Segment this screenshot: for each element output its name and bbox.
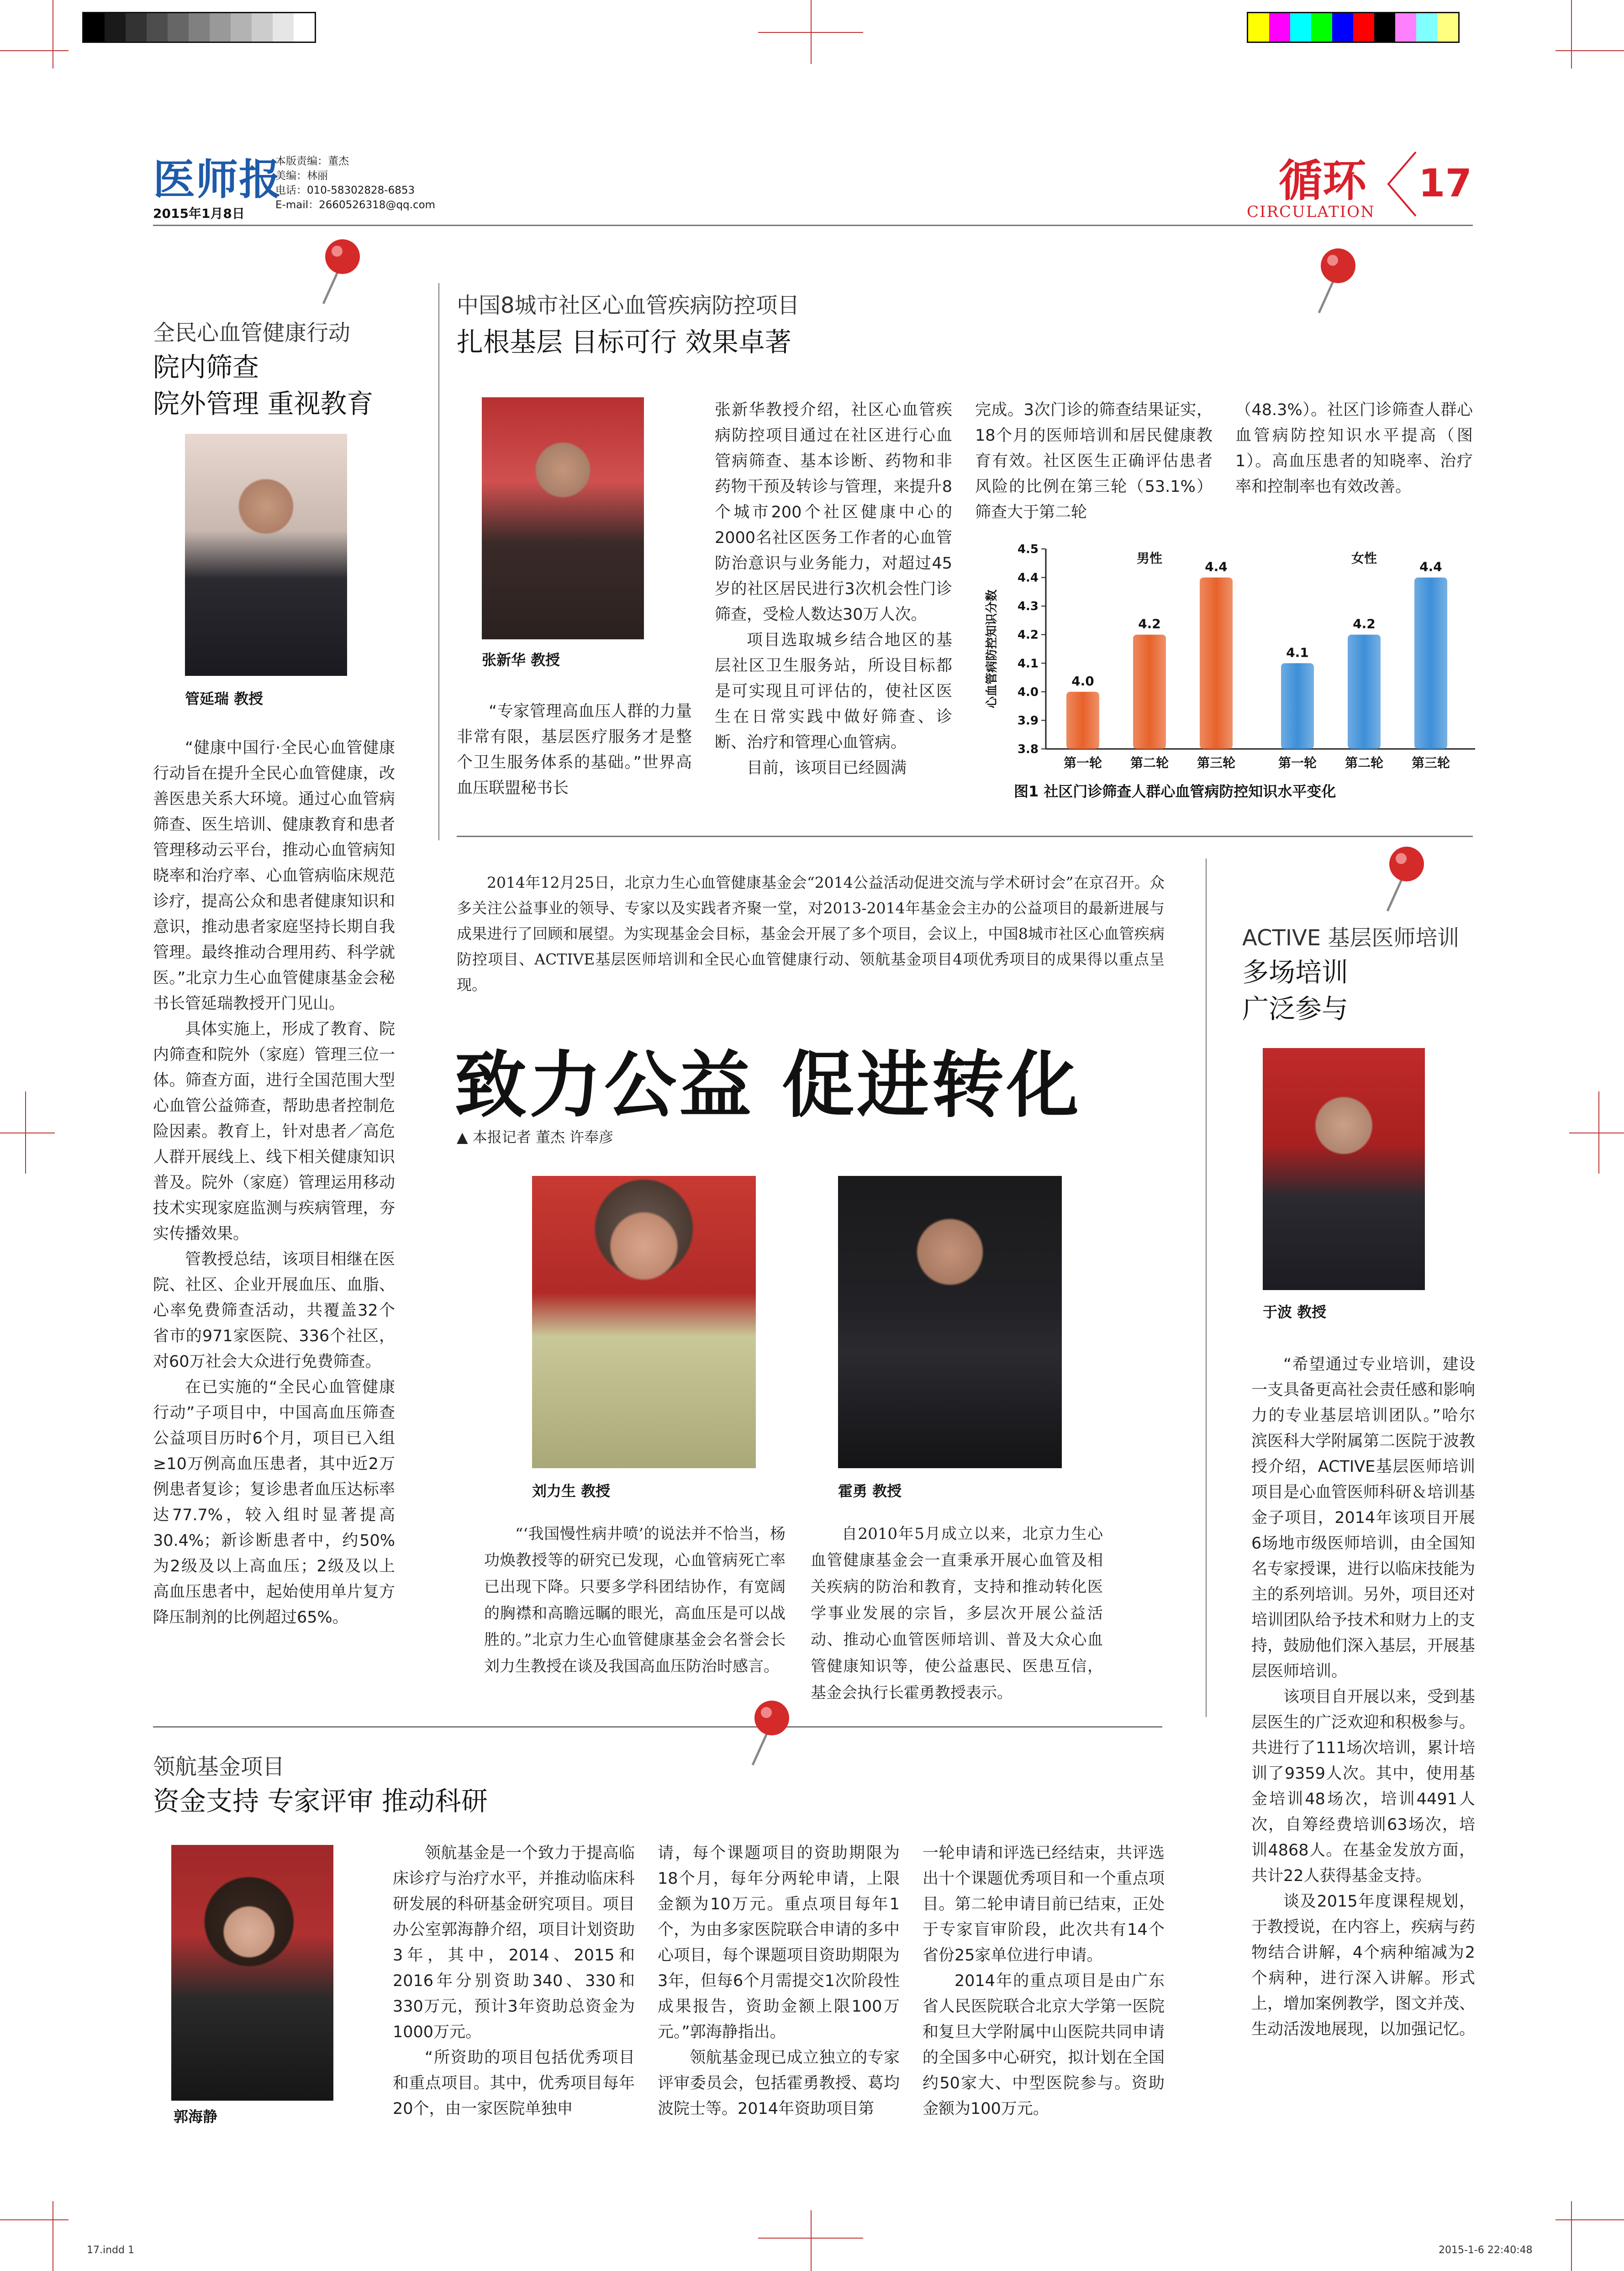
quote-liu <box>484 1521 786 1712</box>
paragraph: 张新华教授介绍，社区心血管疾病防控项目通过在社区进行心血管病筛查、基本诊断、药物和非药物干预及转诊与管理，来提升8个城市200个社区健康中心的2000名社区医务工作者的心血管防治意识与业务能力，对超过45岁的社区居民进行3次机会性门诊筛查，受检人数达30万人次。 <box>715 401 952 624</box>
legend-female: 女性 <box>1351 551 1377 566</box>
paragraph: 2014年的重点项目是由广东省人民医院联合北京大学第一医院和复旦大学附属中山医院共同申请的全国多中心研究，拟计划在全国约50家大、中型医院参与。资助金额为100万元。 <box>923 1972 1165 2118</box>
crop-mark <box>1571 0 1572 68</box>
pushpin-icon <box>1379 845 1434 913</box>
x-tick-label: 第三轮 <box>1197 755 1236 770</box>
right-headline-1: 多场培训 <box>1242 957 1349 988</box>
paragraph: “所资助的项目包括优秀项目和重点项目。其中，优秀项目每年20个，由一家医院单独申 <box>393 2049 635 2118</box>
color-swatch <box>147 13 168 42</box>
footer-file: 17.indd 1 <box>87 2245 134 2256</box>
x-tick-label: 第三轮 <box>1411 755 1450 770</box>
data-label: 4.0 <box>1071 673 1094 689</box>
y-tick-label: 3.9 <box>1017 714 1039 728</box>
crop-mark <box>1555 50 1624 51</box>
page-number: 17 <box>1418 161 1472 205</box>
color-swatch <box>1248 13 1269 42</box>
y-tick-label: 4.4 <box>1017 571 1039 585</box>
main-headline: 致力公益 促进转化 <box>454 1043 1082 1128</box>
chevron-left-icon <box>1384 150 1420 218</box>
quote-paragraph: 自2010年5月成立以来，北京力生心血管健康基金会一直秉承开展心血管及相关疾病的防治和教育，支持和推动转化医学事业发展的宗旨，多层次开展公益活动、推动心血管医师培训、普及大众心血管健康知识等，使公益惠民、医患互信，基金会执行长霍勇教授表示。 <box>811 1525 1103 1702</box>
crop-mark <box>1598 1091 1599 1174</box>
photo-huo-yong <box>838 1176 1062 1468</box>
bar-female-1 <box>1281 663 1314 749</box>
color-swatch <box>1269 13 1290 42</box>
paragraph: 请，每个课题项目的资助期限为18个月，每年分两轮申请，上限金额为10万元。重点项目每年1个，为由多家医院联合申请的多中心项目，每个课题项目资助期限为3年，但每6个月需提交1次阶段性成果报告，资助金额上限100万元。”郭海静指出。 <box>658 1844 900 2041</box>
header-rule <box>153 225 1473 226</box>
quote-paragraph: “‘我国慢性病井喷’的说法并不恰当，杨功焕教授等的研究已发现，心血管病死亡率已出现下降。只要多学科团结协作，有宽阔的胸襟和高瞻远瞩的眼光，高血压是可以战胜的。”北京力生心血管健康基金会名誉会长刘力生教授在谈及我国高血压防治时感言。 <box>484 1525 786 1676</box>
bar-male-2 <box>1133 635 1166 749</box>
photo-caption-yu: 于波 教授 <box>1263 1303 1327 1321</box>
color-swatch <box>294 13 315 42</box>
y-tick-label: 4.3 <box>1017 600 1039 614</box>
top-col-1 <box>457 699 692 804</box>
color-swatch <box>189 13 210 42</box>
top-headline: 扎根基层 目标可行 效果卓著 <box>457 327 791 358</box>
section-name: 循环 <box>1279 155 1366 206</box>
photo-liu-lisheng <box>532 1176 756 1468</box>
paragraph: （48.3%）。社区门诊筛查人群心血管病防控知识水平提高（图1）。高血压患者的知晓率、治疗率和控制率也有效改善。 <box>1235 401 1473 496</box>
section-rule <box>457 836 1473 837</box>
data-label: 4.4 <box>1419 559 1442 574</box>
paragraph: 该项目自开展以来，受到基层医生的广泛欢迎和积极参与。共进行了111场次培训，累计培训了9359人次。其中，使用基金培训48场次，培训4491人次，自筹经费培训63场次，培训4868人。在基金发放方面，共计22人获得基金支持。 <box>1251 1688 1475 1885</box>
paragraph: 完成。3次门诊的筛查结果证实，18个月的医师培训和居民健康教育有效。社区医生正确评估患者风险的比例在第三轮（53.1%）筛查大于第二轮 <box>975 401 1213 522</box>
color-swatch <box>252 13 273 42</box>
photo-caption-guan: 管延瑞 教授 <box>185 690 264 707</box>
photo-caption-guo: 郭海静 <box>174 2108 218 2125</box>
editor-credit: 本版责编：董杰 <box>275 155 349 167</box>
paragraph: 一轮申请和评选已经结束，共评选出十个课题优秀项目和一个重点项目。第二轮申请目前已结束，正处于专家盲审阶段，此次共有14个省份25家单位进行申请。 <box>923 1844 1165 1965</box>
y-tick-label: 4.5 <box>1017 543 1039 556</box>
bar-female-2 <box>1348 635 1381 749</box>
section-tag <box>1247 146 1484 224</box>
color-swatch <box>126 13 147 42</box>
color-swatch <box>231 13 252 42</box>
right-headline-2: 广泛参与 <box>1242 993 1349 1024</box>
paragraph: 在已实施的“全民心血管健康行动”子项目中，中国高血压筛查公益项目历时6个月，项目已入组≥10万例高血压患者，其中近2万例患者复诊；复诊患者血压达标率达77.7%，较入组时显著提高30.4%；新诊断患者中，约50%为2级及以上高血压；2级及以上高血压患者中，起始使用单片复方降压制剂的比例超过65%。 <box>153 1378 395 1627</box>
bar-male-1 <box>1066 692 1099 749</box>
color-swatch <box>210 13 231 42</box>
paragraph: “希望通过专业培训，建设一支具备更高社会责任感和影响力的专业基层培训团队。”哈尔滨医科大学附属第二医院于波教授介绍，ACTIVE基层医师培训项目是心血管医师科研＆培训基金子项目，2014年该项目开展6场地市级医师培训，由全国知名专家授课，进行以临床技能为主的系列培训。另外，项目还对培训团队给予技术和财力上的支持，鼓励他们深入基层，开展基层医师培训。 <box>1251 1355 1475 1681</box>
color-swatch <box>1437 13 1458 42</box>
photo-guan-yanrui <box>185 434 347 676</box>
center-intro <box>457 870 1165 1007</box>
top-kicker: 中国8城市社区心血管疾病防控项目 <box>457 293 800 318</box>
crop-mark <box>1571 2201 1572 2271</box>
left-kicker: 全民心血管健康行动 <box>153 320 351 346</box>
color-bar-left <box>82 12 316 43</box>
paragraph: “专家管理高血压人群的力量非常有限，基层医疗服务才是整个卫生服务体系的基础。”世界高血压联盟秘书长 <box>457 702 692 797</box>
color-swatch <box>105 13 126 42</box>
byline: ▲ 本报记者 董杰 许奉彦 <box>457 1128 614 1146</box>
paper-name: 医师报 <box>153 155 282 204</box>
data-label: 4.1 <box>1286 645 1309 660</box>
crop-mark <box>0 50 69 51</box>
crop-mark <box>811 0 812 64</box>
bottom-kicker: 领航基金项目 <box>153 1754 285 1780</box>
paragraph: 谈及2015年度课程规划，于教授说，在内容上，疾病与药物结合讲解，4个病种缩减为2个病种，进行深入讲解。形式上，增加案例教学，图文并茂、生动活泼地展现，以加强记忆。 <box>1251 1892 1475 2039</box>
color-swatch <box>84 13 105 42</box>
top-col-2 <box>715 397 952 808</box>
designer-credit: 美编：林丽 <box>275 170 328 182</box>
data-label: 4.2 <box>1353 616 1376 632</box>
color-swatch <box>1311 13 1332 42</box>
pushpin-icon <box>1311 247 1366 315</box>
footer-timestamp: 2015-1-6 22:40:48 <box>1439 2245 1533 2256</box>
photo-caption-huo: 霍勇 教授 <box>838 1482 902 1500</box>
section-rule <box>153 1726 1162 1728</box>
color-swatch <box>1395 13 1416 42</box>
y-tick-label: 3.8 <box>1017 743 1039 756</box>
left-headline-1: 院内筛查 <box>153 352 259 383</box>
right-story-body <box>1251 1352 1475 2123</box>
phone: 电话：010-58302828-6853 <box>275 184 415 196</box>
bottom-headline: 资金支持 专家评审 推动科研 <box>153 1786 488 1817</box>
data-label: 4.2 <box>1138 616 1161 632</box>
y-tick-label: 4.1 <box>1017 657 1039 671</box>
color-swatch <box>1353 13 1374 42</box>
paragraph: 目前，该项目已经圆满 <box>747 759 907 777</box>
x-tick-label: 第二轮 <box>1130 755 1169 770</box>
paragraph: 领航基金现已成立独立的专家评审委员会，包括霍勇教授、葛均波院士等。2014年资助项目第 <box>658 2049 900 2118</box>
chart-title: 图1 社区门诊筛查人群心血管病防控知识水平变化 <box>1014 783 1336 800</box>
y-tick-label: 4.2 <box>1017 628 1039 642</box>
pushpin-icon <box>744 1699 799 1767</box>
bottom-col-2 <box>658 1840 900 2123</box>
figure-1-chart <box>977 539 1480 813</box>
column-divider <box>1206 859 1207 1717</box>
pushpin-icon <box>315 237 370 306</box>
bar-male-3 <box>1200 578 1233 749</box>
issue-date: 2015年1月8日 <box>153 206 245 221</box>
intro-paragraph: 2014年12月25日，北京力生心血管健康基金会“2014公益活动促进交流与学术研讨会”在京召开。众多关注公益事业的领导、专家以及实践者齐聚一堂，对2013-2014年基金会主办的公益项目的最新进展与成果进行了回顾和展望。为实现基金会目标，基金会开展了多个项目，会议上，中国8城市社区心血管疾病防控项目、ACTIVE基层医师培训和全民心血管健康行动、领航基金项目4项优秀项目的成果得以重点呈现。 <box>457 874 1165 994</box>
crop-mark <box>811 2210 812 2271</box>
legend-male: 男性 <box>1136 551 1163 566</box>
color-bar-right <box>1247 12 1460 43</box>
color-swatch <box>273 13 294 42</box>
column-divider <box>438 283 439 840</box>
paragraph: 管教授总结，该项目相继在医院、社区、企业开展血压、血脂、心率免费筛查活动，共覆盖32个省市的971家医院、336个社区，对60万社会大众进行免费筛查。 <box>153 1250 395 1371</box>
section-english: CIRCULATION <box>1247 203 1375 221</box>
paragraph: 领航基金是一个致力于提高临床诊疗与治疗水平，并推动临床科研发展的科研基金研究项目。项目办公室郭海静介绍，项目计划资助3年，其中，2014、2015和2016年分别资助340、330和330万元，预计3年资助总资金为1000万元。 <box>393 1844 635 2041</box>
y-axis-label: 心血管病防控知识分数 <box>985 589 999 709</box>
color-swatch <box>1416 13 1437 42</box>
crop-mark <box>0 2219 69 2220</box>
email: E-mail：2660526318@qq.com <box>275 199 436 211</box>
paragraph: 具体实施上，形成了教育、院内筛查和院外（家庭）管理三位一体。筛查方面，进行全国范围大型心血管公益筛查，帮助患者控制危险因素。教育上，针对患者／高危人群开展线上、线下相关健康知识普及。院外（家庭）管理运用移动技术实现家庭监测与疾病管理，夯实传播效果。 <box>153 1020 395 1243</box>
photo-zhang-xinhua <box>482 397 644 639</box>
crop-mark <box>1555 2219 1624 2220</box>
bottom-col-1 <box>393 1840 635 2123</box>
color-swatch <box>1290 13 1311 42</box>
color-swatch <box>1332 13 1353 42</box>
paragraph: “健康中国行·全民心血管健康行动旨在提升全民心血管健康，改善医患关系大环境。通过心血管病筛查、医生培训、健康教育和患者管理移动云平台，推动心血管病知晓率和治疗率、心血管病临床规范诊疗，提高公众和患者健康知识和意识，推动患者家庭坚持长期自我管理。最终推动合理用药、科学就医。”北京力生心血管健康基金会秘书长管延瑞教授开门见山。 <box>153 739 395 1013</box>
left-headline-2: 院外管理 重视教育 <box>153 388 374 419</box>
crop-mark <box>25 1091 26 1174</box>
x-tick-label: 第一轮 <box>1063 755 1102 770</box>
paragraph: 项目选取城乡结合地区的基层社区卫生服务站，所设目标都是可实现且可评估的，使社区医生在日常实践中做好筛查、诊断、治疗和管理心血管病。 <box>715 631 952 752</box>
bar-female-3 <box>1414 578 1447 749</box>
photo-yu-bo <box>1263 1048 1425 1290</box>
color-swatch <box>1374 13 1395 42</box>
x-tick-label: 第二轮 <box>1345 755 1384 770</box>
top-col-3 <box>975 397 1213 530</box>
photo-caption-zhang: 张新华 教授 <box>482 651 560 669</box>
top-col-4 <box>1235 397 1473 507</box>
bar-chart <box>977 539 1480 795</box>
x-tick-label: 第一轮 <box>1278 755 1317 770</box>
data-label: 4.4 <box>1205 559 1228 574</box>
right-kicker: ACTIVE 基层医师培训 <box>1242 925 1460 951</box>
color-swatch <box>168 13 189 42</box>
masthead <box>153 146 445 224</box>
bottom-col-3 <box>923 1840 1165 2123</box>
photo-caption-liu: 刘力生 教授 <box>532 1482 611 1500</box>
photo-guo-haijing <box>171 1845 333 2101</box>
quote-huo <box>811 1521 1103 1712</box>
y-tick-label: 4.0 <box>1017 685 1039 699</box>
left-story-body <box>153 735 395 1726</box>
